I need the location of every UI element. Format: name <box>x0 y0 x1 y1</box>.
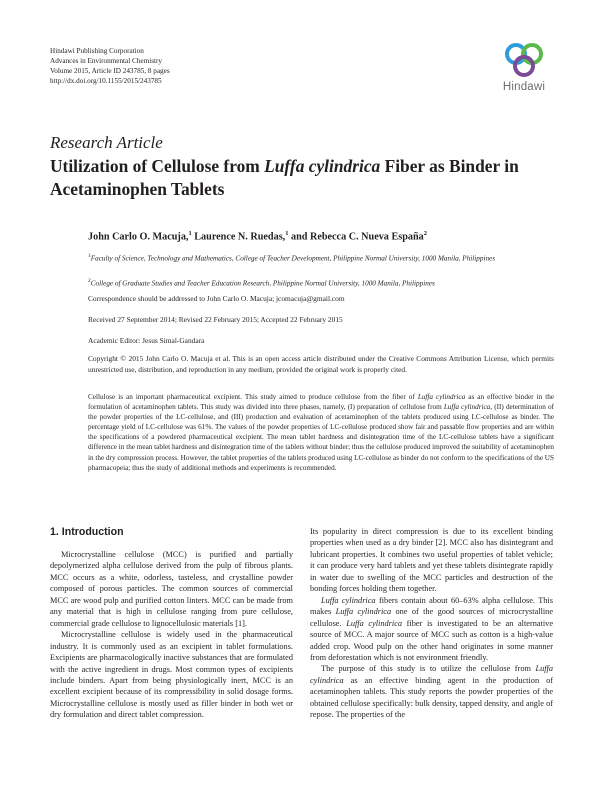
publisher-name: Hindawi Publishing Corporation <box>50 47 144 55</box>
paragraph-text: one of the good sources of microcrystalline cellulose. <box>310 607 554 628</box>
paragraph-text: as an effective binding agent in the production of acetaminophen tablets. This study reports the powder properties of the obtained cellulose specifically: bulk density, tapped density, and angle of repose. The properties of the <box>310 675 553 720</box>
paragraph-text: The purpose of this study is to utilize the cellulose from <box>321 664 536 674</box>
title-part2: Fiber as Binder in Acetaminophen Tablets <box>50 156 519 199</box>
italic-term: Luffa cylindrica <box>335 607 392 617</box>
hindawi-logo[interactable] <box>494 40 554 93</box>
author-affil-mark: 2 <box>423 230 427 237</box>
title-part1: Utilization of Cellulose from <box>50 156 265 176</box>
doi-link[interactable]: http://dx.doi.org/10.1155/2015/243785 <box>50 77 162 85</box>
affil-text: College of Graduate Studies and Teacher Education Research, Philippine Normal University, 1000 Manila, Philippines <box>90 279 435 288</box>
abstract-italic: Luffa cylindrica <box>443 403 491 412</box>
hindawi-logo-icon <box>502 40 546 80</box>
abstract <box>88 392 554 473</box>
section-heading: 1. Introduction <box>50 526 124 538</box>
italic-term: Luffa cylindrica <box>346 618 403 628</box>
journal-name: Advances in Environmental Chemistry <box>50 57 162 65</box>
author-affil-mark: 1 <box>188 230 192 237</box>
logo-text: Hindawi <box>502 81 546 93</box>
affil-mark: 2 <box>88 278 91 284</box>
paragraph: Microcrystalline cellulose (MCC) is purified and partially depolymerized alpha cellulose derived from the pulp of fibrous plants. MCC occurs as a white, odorless, tasteless, and crystalline powder composed of porous particles. The common sources of commercial MCC are wood pulp and purified cotton linters. MCC can be made from any material that is high in cellulose ranging from pure cellulose, commercial grade cellulose to lignocellulosic materials [1]. <box>50 550 293 628</box>
paragraph <box>310 595 553 664</box>
article-type: Research Article <box>50 133 163 152</box>
author-name: John Carlo O. Macuja, <box>88 231 189 243</box>
abstract-text: as an effective binder in the formulation of acetaminophen tablets. This study was divided into three phases, namely, (I) preparation of cellulose from <box>88 393 554 412</box>
paragraph: Its popularity in direct compression is due to its excellent binding properties when used as a dry binder [2]. MCC also has disintegrant and lubricant properties. It combines two useful properties of tablet vehicle; it can produce very hard tablets and yet these tablets disintegrate rapidly in water due to swelling of the MCC particles and destruction of the bonding forces holding them together. <box>310 527 553 594</box>
affiliation-2 <box>88 276 558 289</box>
italic-term: Luffa cylindrica <box>321 595 376 605</box>
right-column <box>310 526 553 721</box>
title-italic: Luffa cylindrica <box>264 156 381 176</box>
paragraph <box>310 663 553 720</box>
left-column <box>50 549 293 721</box>
article-title <box>50 155 560 201</box>
affil-text: Faculty of Science, Technology and Mathematics, College of Teacher Development, Philippine Normal University, 1000 Manila, Philippines <box>90 254 496 263</box>
volume-info: Volume 2015, Article ID 243785, 8 pages <box>50 67 170 75</box>
copyright-notice: Copyright © 2015 John Carlo O. Macuja et al. This is an open access article distributed under the Creative Commons Attribution License, which permits unrestricted use, distribution, and reproduction in any medium, provided the original work is properly cited. <box>88 354 554 374</box>
affiliation-1 <box>88 251 528 264</box>
abstract-text: , (II) determination of the powder properties of the LC-cellulose, and (III) production and evaluation of acetaminophen of the tablets produced using LC-cellulose as binder. The percentage yield of LC-cellulose was 61%. The values of the powder properties of LC-cellulose produced show fair and passable flow properties and are within the specifications of a powdered pharmaceutical excipient. The mean tablet hardness and disintegration time of the LC-cellulose tablets have a significant difference in the mean tablet hardness and disintegration time of the tablets without binder; thus the cellulose produced improved the suitability of acetaminophen in the dry compression process. However, the tablet properties of the tablets produced using LC-cellulose as binder do not conform to the specifications of the US pharmacopeia; thus the study of additional methods and experiments is recommended. <box>88 403 554 472</box>
paragraph: Microcrystalline cellulose is widely used in the pharmaceutical industry. It is commonly used as an excipient in tablet formulations. Excipients are pharmacologically inactive substances that are formulated with the active ingredient in drugs. Most common types of excipients include binders. Apart from being physiologically inert, MCC is an excellent excipient because of its compressibility in solid dosage forms. Microcrystalline cellulose is mostly used as filler binder in both wet or dry formulation and direct tablet compression. <box>50 630 293 720</box>
abstract-text: Cellulose is an important pharmaceutical excipient. This study aimed to produce cellulose from the fiber of <box>88 393 418 401</box>
author-affil-mark: 1 <box>285 230 289 237</box>
author-name: Laurence N. Ruedas, <box>194 231 286 243</box>
paragraph-text: fibers contain about 60–63% alpha cellulose. This makes <box>310 595 553 617</box>
paragraph-text: fiber is investigated to be an alternative source of MCC. A major source of MCC such as cotton is a high-value added crop. Wood pulp on the other hand originates in some manner from deforestation which is not environment friendly. <box>310 618 553 662</box>
author-name: and Rebecca C. Nueva España <box>291 231 424 243</box>
correspondence: Correspondence should be addressed to John Carlo O. Macuja; jcomacuja@gmail.com <box>88 294 345 303</box>
received-dates: Received 27 September 2014; Revised 22 February 2015; Accepted 22 February 2015 <box>88 315 343 324</box>
affil-mark: 1 <box>88 253 91 259</box>
academic-editor: Academic Editor: Jesus Simal-Gandara <box>88 336 205 345</box>
author-list <box>88 230 427 242</box>
abstract-italic: Luffa cylindrica <box>417 393 466 401</box>
journal-info <box>50 46 170 86</box>
italic-term: Luffa cylindrica <box>310 664 553 685</box>
